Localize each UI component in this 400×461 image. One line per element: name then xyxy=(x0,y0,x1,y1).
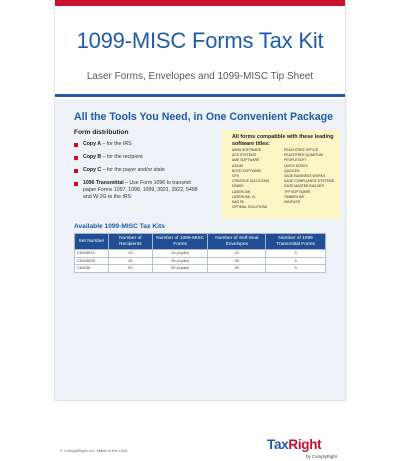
software-item: SAGE BUSINESS WORKS xyxy=(284,174,326,179)
distribution-label: 1096 Transmittal xyxy=(83,180,124,186)
distribution-item xyxy=(74,180,198,201)
table-row xyxy=(75,250,326,258)
copyright-text: © ComplyRight, Inc. Made in the USA. xyxy=(60,448,129,453)
column-header: Number of 1096 Transmittal Forms xyxy=(266,234,326,250)
distribution-desc: – Use Form 1096 to transmit paper Forms 1097, 1098, 1099, 3921, 3922, 5498 and W-2G to the IRS xyxy=(83,180,198,200)
kits-table xyxy=(74,233,326,273)
table-cell: 3 xyxy=(266,250,326,258)
distribution-desc: – for the IRS xyxy=(100,141,132,147)
title-divider xyxy=(55,94,345,97)
product-cover xyxy=(55,0,345,459)
column-header: Set Number xyxy=(75,234,109,250)
page-title: 1099-MISC Forms Tax Kit xyxy=(76,28,324,53)
software-item: SAGE COMPLIANCE SYSTEMS xyxy=(284,179,334,184)
software-item: TFP SOFTWARE xyxy=(284,189,311,194)
distribution-label: Copy A xyxy=(83,141,101,147)
compatible-software-box xyxy=(222,130,340,219)
software-item: LASERLINK xyxy=(232,189,251,194)
table-cell: 25 xyxy=(108,257,152,265)
software-item: AME SOFTWARE xyxy=(232,158,260,163)
table-header-row xyxy=(75,234,326,250)
distribution-item xyxy=(74,167,198,174)
bullet-icon xyxy=(74,182,78,186)
logo-word-right: Right xyxy=(288,437,322,452)
table-cell: C6103E xyxy=(75,265,109,273)
distribution-desc: – for the payer and/or state xyxy=(101,167,165,173)
table-cell: 25 xyxy=(208,257,266,265)
software-item: ABRA SOFTWARE xyxy=(232,148,262,152)
distribution-label: Copy C xyxy=(83,167,102,173)
page-subtitle: Laser Forms, Envelopes and 1099-MISC Tip Sheet xyxy=(86,71,314,82)
compatible-software-title: All forms compatible with these leading software titles: xyxy=(232,134,334,147)
distribution-desc: – for the recipient xyxy=(101,154,143,160)
logo-byline: by ComplyRight xyxy=(306,454,337,459)
table-row xyxy=(75,265,326,273)
column-header: Number of Recipients xyxy=(108,234,152,250)
software-item: TIMBERLINE xyxy=(284,194,305,199)
column-header: Number of 1099-MISC Forms xyxy=(152,234,208,250)
software-item: AXIUM xyxy=(232,163,243,168)
table-cell: 3 xyxy=(266,265,326,273)
column-header: Number of Self-Seal Envelopes xyxy=(208,234,266,250)
software-item: PEACHTREE OFFICE xyxy=(284,148,319,152)
distribution-item xyxy=(74,154,198,161)
bullet-icon xyxy=(74,143,78,147)
table-cell: C6103E25 xyxy=(75,257,109,265)
kits-table-title: Available 1099-MISC Tax Kits xyxy=(74,223,165,230)
table-cell: 50 xyxy=(108,265,152,273)
table-cell: C6103E10 xyxy=(75,250,109,258)
table-cell: 50 xyxy=(208,265,266,273)
table-cell: 25 (4-part) xyxy=(152,257,208,265)
software-item: PEACHTREE QUANTUM xyxy=(284,153,323,158)
software-item: CFS xyxy=(232,174,239,179)
bullet-icon xyxy=(74,169,78,173)
distribution-label: Copy B xyxy=(83,154,102,160)
software-item: ACS SYSTEMS xyxy=(232,153,257,158)
table-row xyxy=(75,257,326,265)
software-item: QUICKEN xyxy=(284,168,300,173)
software-item: OPTIMAL SOLUTIONS xyxy=(232,205,268,210)
top-red-bar xyxy=(55,0,345,6)
software-item: WINFILER xyxy=(284,200,301,205)
software-item: BOYD SOFTWARE xyxy=(232,168,262,173)
software-item: CREATIVE SOLUTIONS xyxy=(232,179,270,184)
distribution-item xyxy=(74,141,198,148)
content-panel xyxy=(55,99,345,459)
software-item: NAS 95 xyxy=(232,200,244,205)
software-item: SAGE MASTER BUILDER xyxy=(284,184,325,189)
taxright-logo xyxy=(267,437,337,461)
software-item: QUICK BOOKS xyxy=(284,163,308,168)
table-cell: 50 (4-part) xyxy=(152,265,208,273)
software-list-left xyxy=(232,148,269,210)
distribution-heading: Form distribution xyxy=(74,129,129,136)
panel-title: All the Tools You Need, in One Convenient Package xyxy=(74,111,334,123)
table-cell: 10 xyxy=(208,250,266,258)
table-cell: 3 xyxy=(266,257,326,265)
software-list-right xyxy=(284,148,334,205)
software-item: LASERLINK XL xyxy=(232,194,256,199)
table-cell: 10 xyxy=(108,250,152,258)
software-item: DRAKE xyxy=(232,184,244,189)
logo-word-tax: Tax xyxy=(267,437,289,452)
software-item: PEOPLESOFT xyxy=(284,158,307,163)
bullet-icon xyxy=(74,156,78,160)
table-cell: 10 (4-part) xyxy=(152,250,208,258)
